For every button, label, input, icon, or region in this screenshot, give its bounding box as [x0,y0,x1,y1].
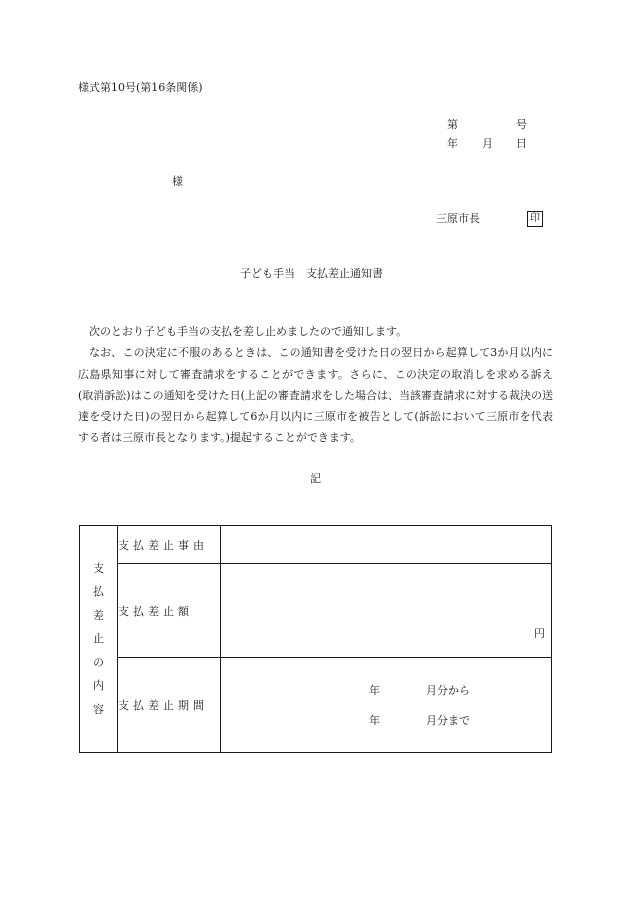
side-label-char: の [93,655,104,669]
side-label-char: 止 [93,632,104,646]
body-paragraph-2: なお、この決定に不服のあるときは、この通知書を受けた日の翌日から起算して3か月以内に広島県知事に対して審査請求をすることができます。さらに、この決定の取消しを求める訴え(取消訴訟)はこの通知を受けた日(上記の審査請求をした場合は、当該審査請求に対する裁決の送達を受けた日)の翌日から起算して6か月以内に三原市を被告として(訴訟において三原市を代表する者は三原市長となります。)提起することができます。 [78,346,553,445]
side-label-char: 払 [93,585,104,599]
side-label-char: 差 [93,608,104,622]
period-value-field[interactable] [221,658,552,753]
doc-number-prefix: 第 [447,118,458,131]
date-month: 月 [482,137,493,150]
period-from-year: 年 [369,684,380,697]
amount-unit: 円 [534,627,545,640]
period-to-rest: 月分まで [426,714,470,727]
amount-value-field[interactable] [221,564,552,658]
period-to [369,712,470,728]
body-text [78,321,553,449]
table-row-period [80,658,552,753]
form-number: 様式第10号(第16条関係) [78,81,203,94]
issuer-name: 三原市長 [436,212,480,225]
body-paragraph-1: 次のとおり子ども手当の支払を差し止めましたので通知します。 [89,325,408,338]
detail-table [79,525,552,753]
side-label [80,526,118,753]
period-from-rest: 月分から [426,684,470,697]
side-label-char: 内 [93,679,104,693]
period-label: 支払差止期間 [118,658,221,753]
date-day: 日 [516,137,527,150]
addressee-honorific: 様 [172,175,183,188]
ki-label: 記 [310,472,321,485]
doc-number-suffix: 号 [516,118,527,131]
side-label-char: 支 [93,561,104,575]
period-to-year: 年 [369,714,380,727]
side-label-char: 容 [93,702,104,716]
reason-value-field[interactable] [221,526,552,564]
table-row-reason [80,526,552,564]
table-row-amount [80,564,552,658]
amount-label: 支払差止額 [118,564,221,658]
date-year: 年 [447,137,458,150]
seal-mark: 印 [527,211,543,227]
reason-label: 支払差止事由 [118,526,221,564]
document-title: 子ども手当 支払差止通知書 [240,267,383,280]
period-from [369,682,470,698]
